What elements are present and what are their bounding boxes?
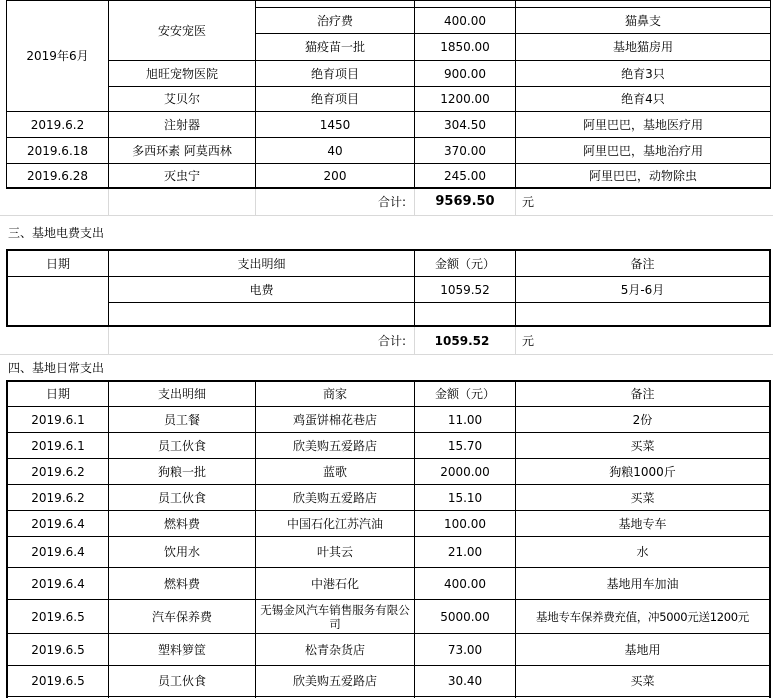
amount-cell: 400.00 bbox=[444, 576, 486, 591]
detail-cell: 汽车保养费 bbox=[151, 609, 212, 624]
row-line bbox=[6, 696, 771, 697]
header-detail: 支出明细 bbox=[237, 256, 286, 271]
month-cell: 2019年6月 bbox=[26, 49, 89, 63]
note-cell: 阿里巴巴，基地治疗用 bbox=[582, 143, 703, 158]
note-cell: 基地用车加油 bbox=[606, 576, 679, 591]
vendor-cell: 旭旺宠物医院 bbox=[145, 66, 218, 81]
amount-cell: 1850.00 bbox=[440, 40, 490, 54]
amount-cell: 30.40 bbox=[447, 674, 483, 688]
date-cell: 2019.6.5 bbox=[31, 674, 85, 688]
detail-cell: 饮用水 bbox=[163, 545, 200, 559]
note-cell: 狗粮1000斤 bbox=[609, 464, 676, 479]
date-cell: 2019.6.4 bbox=[31, 545, 85, 559]
date-cell: 2019.6.5 bbox=[31, 642, 85, 657]
detail-cell: 狗粮一批 bbox=[157, 464, 206, 479]
note-cell: 绝育3只 bbox=[621, 66, 665, 81]
amount-cell: 304.50 bbox=[444, 117, 486, 132]
vendor-cell: 松青杂货店 bbox=[304, 642, 365, 657]
item-cell: 治疗费 bbox=[316, 13, 353, 28]
total-label: 合计: bbox=[377, 333, 406, 348]
note-cell: 阿里巴巴，动物除虫 bbox=[588, 168, 697, 183]
item-cell: 注射器 bbox=[163, 117, 200, 132]
detail-cell: 燃料费 bbox=[163, 576, 200, 591]
amount-cell: 1200.00 bbox=[440, 92, 490, 106]
note-cell: 水 bbox=[636, 545, 649, 559]
vendor-cell: 叶其云 bbox=[316, 545, 353, 559]
grid-line bbox=[0, 215, 773, 216]
note-cell: 基地专车保养费充值，冲5000元送1200元 bbox=[536, 609, 749, 624]
note-cell: 猫鼻支 bbox=[624, 13, 661, 28]
note-cell: 绝育4只 bbox=[621, 92, 665, 106]
amount-cell: 900.00 bbox=[444, 66, 486, 81]
amount-cell: 21.00 bbox=[447, 545, 483, 559]
date-cell: 2019.6.18 bbox=[26, 143, 89, 158]
item-cell: 灭虫宁 bbox=[163, 168, 200, 183]
note-cell: 阿里巴巴，基地医疗用 bbox=[582, 117, 703, 132]
detail-cell: 员工伙食 bbox=[157, 490, 206, 505]
note-cell: 2份 bbox=[632, 412, 653, 427]
amount-cell: 15.10 bbox=[447, 490, 483, 505]
date-cell: 2019.6.4 bbox=[31, 516, 85, 531]
header-detail: 支出明细 bbox=[157, 387, 206, 401]
detail-cell: 电费 bbox=[249, 282, 274, 297]
total-unit: 元 bbox=[522, 333, 535, 348]
total-label: 合计: bbox=[377, 195, 406, 209]
date-cell: 2019.6.1 bbox=[31, 438, 85, 453]
section-title: 三、基地电费支出 bbox=[8, 226, 105, 240]
detail-cell: 员工伙食 bbox=[157, 674, 206, 688]
vendor-cell: 鸡蛋饼棉花巷店 bbox=[292, 412, 377, 427]
detail-cell: 员工伙食 bbox=[157, 438, 206, 453]
date-cell: 2019.6.2 bbox=[31, 464, 85, 479]
note-cell: 基地用 bbox=[624, 642, 661, 657]
detail-cell: 燃料费 bbox=[163, 516, 200, 531]
vendor-cell: 欣美购五爱路店 bbox=[292, 674, 377, 688]
header-vendor: 商家 bbox=[322, 387, 347, 401]
date-cell: 2019.6.2 bbox=[31, 490, 85, 505]
item-cell: 绝育项目 bbox=[310, 66, 359, 81]
header-note: 备注 bbox=[630, 256, 655, 271]
grid-line bbox=[108, 189, 109, 215]
item-cell: 绝育项目 bbox=[310, 92, 359, 106]
detail-cell: 塑料箩筐 bbox=[157, 642, 206, 657]
amount-cell: 15.70 bbox=[447, 438, 483, 453]
row-line bbox=[108, 302, 771, 303]
qty-cell: 200 bbox=[323, 168, 347, 183]
total-value: 9569.50 bbox=[435, 194, 495, 209]
date-cell: 2019.6.28 bbox=[26, 168, 89, 183]
amount-cell: 5000.00 bbox=[440, 609, 490, 624]
header-amount: 金额（元） bbox=[434, 256, 495, 271]
amount-cell: 400.00 bbox=[444, 13, 486, 28]
amount-cell: 245.00 bbox=[444, 168, 486, 183]
amount-cell: 73.00 bbox=[447, 642, 483, 657]
note-cell: 5月-6月 bbox=[620, 282, 665, 297]
grid-line bbox=[0, 354, 773, 355]
qty-cell: 1450 bbox=[319, 117, 351, 132]
vendor-cell: 中港石化 bbox=[310, 576, 359, 591]
header-amount: 金额（元） bbox=[434, 387, 495, 401]
vendor-cell: 蓝歌 bbox=[322, 464, 347, 479]
qty-cell: 40 bbox=[327, 143, 343, 158]
item-cell: 猫疫苗一批 bbox=[304, 40, 365, 54]
detail-cell: 员工餐 bbox=[163, 412, 200, 427]
total-value: 1059.52 bbox=[434, 333, 490, 348]
vendor-cell: 安安宠医 bbox=[157, 23, 206, 38]
note-cell: 买菜 bbox=[630, 674, 655, 688]
header-date: 日期 bbox=[45, 387, 70, 401]
note-cell: 买菜 bbox=[630, 490, 655, 505]
section-title: 四、基地日常支出 bbox=[8, 361, 105, 375]
date-cell bbox=[8, 277, 108, 325]
vendor-cell: 欣美购五爱路店 bbox=[292, 490, 377, 505]
vendor-cell: 欣美购五爱路店 bbox=[292, 438, 377, 453]
amount-cell: 2000.00 bbox=[440, 464, 490, 479]
grid-line bbox=[108, 327, 109, 354]
amount-cell: 100.00 bbox=[444, 516, 486, 531]
header-date: 日期 bbox=[45, 256, 70, 271]
amount-cell: 1059.52 bbox=[440, 282, 490, 297]
header-note: 备注 bbox=[630, 387, 655, 401]
note-cell: 基地专车 bbox=[618, 516, 667, 531]
vendor-cell: 无锡金风汽车销售服务有限公司 bbox=[260, 602, 410, 631]
col-line bbox=[769, 249, 771, 327]
col-line bbox=[769, 380, 771, 698]
date-cell: 2019.6.1 bbox=[31, 412, 85, 427]
amount-cell: 11.00 bbox=[447, 412, 483, 427]
vendor-cell: 艾贝尔 bbox=[163, 92, 200, 106]
date-cell: 2019.6.5 bbox=[31, 609, 85, 624]
vendor-cell: 中国石化江苏汽油 bbox=[286, 516, 383, 531]
total-unit: 元 bbox=[522, 195, 535, 209]
col-line bbox=[770, 0, 771, 189]
amount-cell: 370.00 bbox=[444, 143, 486, 158]
note-cell: 买菜 bbox=[630, 438, 655, 453]
item-cell: 多西环素 阿莫西林 bbox=[132, 143, 232, 158]
date-cell: 2019.6.2 bbox=[30, 117, 85, 132]
date-cell: 2019.6.4 bbox=[31, 576, 85, 591]
note-cell: 基地猫房用 bbox=[612, 40, 673, 54]
